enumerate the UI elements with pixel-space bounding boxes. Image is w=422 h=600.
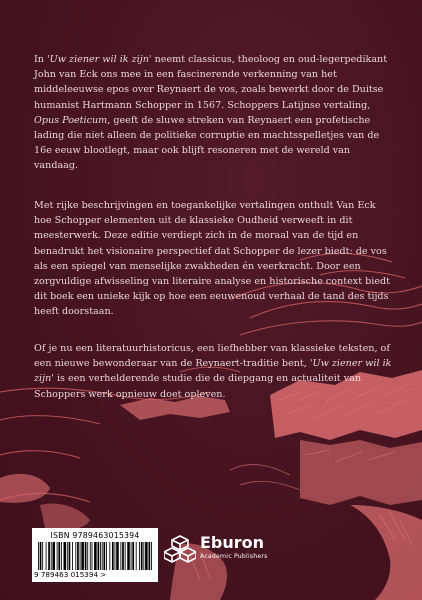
blurb-paragraph-1: In 'Uw ziener wil ik zijn' neemt classicus, theoloog en oud-legerpedikant John van Eck ons mee in een fascinerende verkenning van het middeleeuwse epos over Reynaert de vos, zoals bewerkt door de Duitse humanist Hartmann Schopper in 1567. Schoppers Latijnse vertaling, Opus Poeticum, geeft de sluwe streken van Reynaert een profetische lading die niet alleen de politieke corruptie en machtsspelletjes van de 16e eeuw blootlegt, maar ook blijft resoneren met de wereld van vandaag. [34,54,388,172]
work-title-italic: Opus Poeticum [34,114,108,126]
barcode-bar [77,542,79,570]
isbn-barcode [32,528,158,582]
barcode-bar [80,542,81,570]
barcode-bar [81,542,84,570]
barcode-bar [120,542,121,570]
barcode-bar [67,542,68,570]
barcode-bar [52,542,55,570]
publisher-logo [164,530,274,576]
barcode-bar [131,542,132,570]
barcode-bar [139,542,140,570]
barcode-bar [46,542,47,570]
barcode-bar [136,542,137,570]
barcode-bar [103,542,105,570]
barcode-digits: 9 789463 015394 > [34,570,107,579]
barcode-bar [116,542,119,570]
barcode-bar [125,542,126,570]
barcode-bar [85,542,87,570]
barcode-bar [102,542,103,570]
barcode-bar [58,542,60,570]
barcode-bar [151,542,152,570]
barcode-bar [98,542,100,570]
book-title-italic: 'Uw ziener wil ik zijn' [47,54,152,65]
barcode-bar [127,542,130,570]
barcode-bars [38,542,152,570]
barcode-bar [132,542,134,570]
barcode-bar [92,542,93,570]
barcode-bar [40,542,42,570]
barcode-bar [42,542,43,570]
barcode-bar [48,542,50,570]
barcode-bar [94,542,97,570]
barcode-bar [87,542,88,570]
barcode-bar [143,542,144,570]
barcode-bar [112,542,114,570]
barcode-bar [72,542,73,570]
barcode-bar [51,542,52,570]
barcode-bar [57,542,58,570]
barcode-bar [61,542,62,570]
isbn-label: ISBN 9789463015394 [50,531,140,540]
blurb-paragraph-2: Met rijke beschrijvingen en toegankelijke vertalingen onthult Van Eck hoe Schopper elementen uit de klassieke Oudheid verweeft in dit meesterwerk. Deze editie verdiept zich in de moraal van de tijd en benadrukt het visionaire perspectief dat Schopper de lezer biedt: de vos als een spiegel van menselijke zwakheden én veerkracht. Door een zorgvuldige afwisseling van literaire analyse en historische context biedt dit boek een unieke kijk op hoe een eeuwenoud verhaal de tand des tijds heeft doorstaan. [34,200,390,318]
barcode-bar [109,542,110,570]
barcode-bar [141,542,143,570]
barcode-bar [100,542,101,570]
barcode-bar [149,542,151,570]
barcode-bar [90,542,91,570]
barcode-bar [69,542,71,570]
barcode-bar [75,542,76,570]
book-title-italic: 'Uw ziener wil ik zijn' [34,358,392,385]
publisher-name: Eburon [200,533,265,552]
barcode-bar [145,542,148,570]
barcode-bar [122,542,124,570]
publisher-subtitle: Academic Publishers [200,553,268,560]
barcode-bar [115,542,116,570]
blurb-paragraph-3: Of je nu een literatuurhistoricus, een liefhebber van klassieke teksten, of een nieuwe bewonderaar van de Reynaert-traditie bent, 'Uw ziener wil ik zijn' is een verhelderende studie die de diepgang en actualiteit van Schoppers werk opnieuw doet opleven. [34,343,392,400]
barcode-bar [38,542,39,570]
barcode-bar [64,542,67,570]
eburon-cubes-icon [164,534,196,566]
barcode-bar [106,542,107,570]
